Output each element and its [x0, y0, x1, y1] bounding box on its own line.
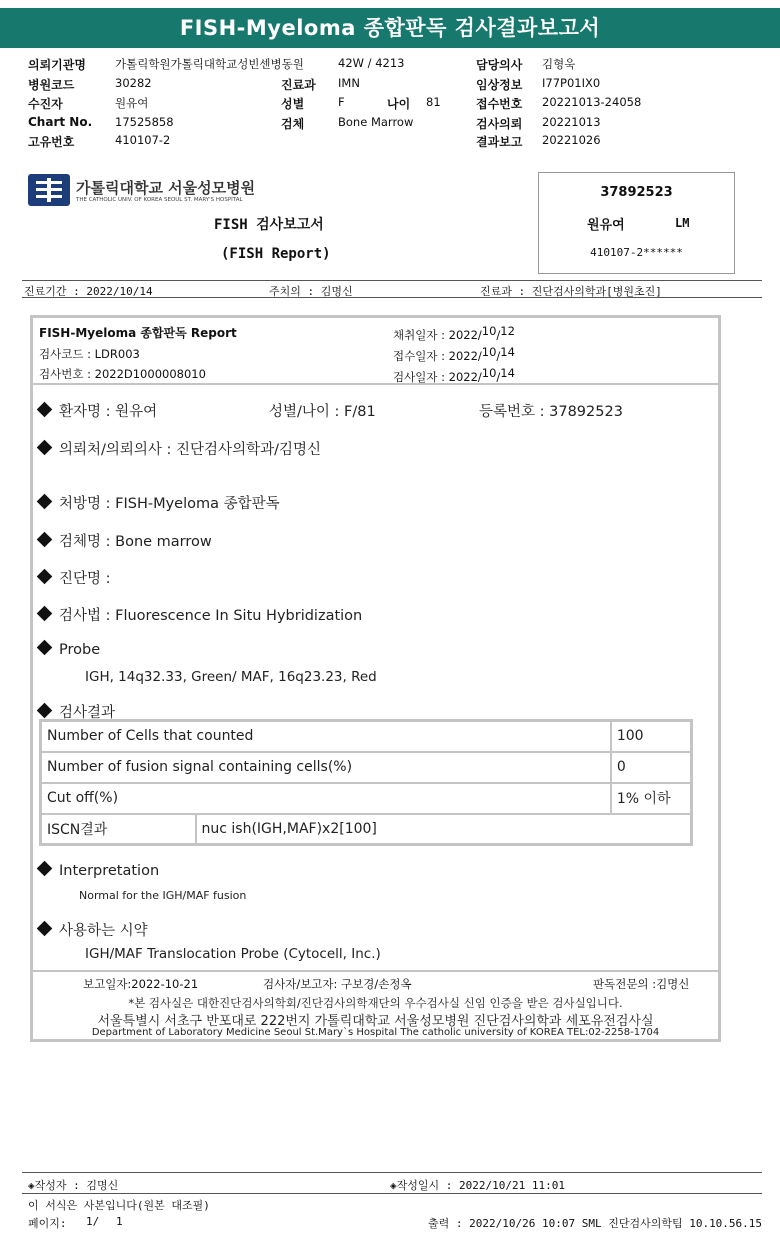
hospital-subtitle: THE CATHOLIC UNIV. OF KOREA SEOUL ST. MARY'S HOSPITAL [76, 197, 243, 203]
clinical-label: 임상정보 [476, 78, 523, 92]
treatment-dept: 진료과 : 진단검사의학과[병원초진] [480, 285, 662, 298]
test-code: 검사코드 : LDR003 [39, 347, 140, 361]
probe-value: IGH, 14q32.33, Green/ MAF, 16q23.23, Red [85, 669, 377, 685]
diamond-bullet-icon [37, 440, 53, 456]
id-name: 원유여 [587, 218, 625, 233]
receipt-label: 접수번호 [476, 97, 523, 111]
patient-id-box [538, 172, 735, 274]
iscn-label: ISCN결과 [41, 814, 196, 845]
interpretation-section: Interpretation [39, 863, 159, 879]
treatment-date: 진료기간 : 2022/10/14 [24, 285, 153, 298]
dept-value: IMN [338, 76, 360, 90]
id-sex-age: LM [675, 216, 690, 230]
result-section: 검사결과 [39, 701, 115, 722]
expert: 판독전문의 :김명신 [593, 977, 690, 991]
sex-value: F [338, 95, 345, 109]
report-value: 20221026 [542, 133, 601, 147]
interpretation-value: Normal for the IGH/MAF fusion [79, 889, 247, 902]
copy-note: 이 서식은 사본입니다(원본 대조필) [28, 1199, 210, 1212]
chart-label: Chart No. [28, 115, 93, 129]
result-name: Number of fusion signal containing cells(%) [41, 752, 611, 783]
diamond-bullet-icon [37, 532, 53, 548]
specimen-value: Bone Marrow [338, 115, 414, 129]
receipt-value: 20221013-24058 [542, 95, 642, 109]
diamond-bullet-icon [37, 640, 53, 656]
result-name: Cut off(%) [41, 783, 611, 814]
sex-label: 성별 [281, 97, 305, 111]
ward-value: 42W / 4213 [338, 56, 405, 70]
doctor-value: 김형욱 [542, 57, 576, 71]
institution-value: 가톨릭학원가톨릭대학교성빈센병동원 [115, 57, 304, 71]
diamond-bullet-icon [37, 606, 53, 622]
result-table [39, 719, 693, 846]
attending-physician: 주치의 : 김명신 [269, 285, 353, 298]
table-row [41, 783, 692, 814]
patient-label: 수진자 [28, 97, 63, 111]
fish-report-title: FISH 검사보고서 [214, 217, 324, 233]
sex-age-section: 성별/나이 : F/81 [269, 404, 376, 420]
test-number: 검사번호 : 2022D1000008010 [39, 367, 206, 381]
report-label: 결과보고 [476, 135, 523, 149]
iscn-value: nuc ish(IGH,MAF)x2[100] [196, 814, 692, 845]
id-registration: 410107-2****** [590, 246, 683, 259]
collect-date: 채취일자 : 2022/10/12 [393, 324, 515, 342]
reagent-section: 사용하는 시약 [39, 919, 148, 940]
request-label: 검사의뢰 [476, 117, 523, 131]
result-value: 1% 이하 [611, 783, 692, 814]
treatment-period-line [22, 280, 762, 298]
age-value: 81 [426, 95, 441, 109]
written-time: ◈작성일시 : 2022/10/21 11:01 [390, 1179, 565, 1192]
staff: 검사자/보고자: 구보경/손정옥 [263, 977, 412, 991]
unique-label: 고유번호 [28, 135, 75, 149]
report-header [33, 318, 718, 385]
certification-note: *본 검사실은 대한진단검사의학회/진단검사의학재단의 우수검사실 신임 인증을 받은 검사실입니다. [128, 996, 623, 1010]
table-row [41, 814, 692, 845]
reagent-value: IGH/MAF Translocation Probe (Cytocell, Inc.) [85, 946, 381, 962]
result-value: 100 [611, 721, 692, 752]
test-date: 검사일자 : 2022/10/14 [393, 366, 515, 384]
hospital-logo-icon [28, 174, 70, 206]
diamond-bullet-icon [37, 494, 53, 510]
order-section: 처방명 : FISH-Myeloma 종합판독 [39, 492, 280, 513]
table-row [41, 752, 692, 783]
institution-label: 의뢰기관명 [28, 58, 86, 72]
lab-department: Department of Laboratory Medicine Seoul St.Mary`s Hospital The catholic university of KOREA TEL:02-2258-1704 [91, 1027, 660, 1038]
clinical-value: I77P01IX0 [542, 76, 601, 90]
report-footer [33, 970, 718, 990]
diamond-bullet-icon [37, 921, 53, 937]
diamond-bullet-icon [37, 703, 53, 719]
method-section: 검사법 : Fluorescence In Situ Hybridization [39, 604, 362, 625]
page-current: 1/ [86, 1215, 100, 1228]
age-label: 나이 [387, 97, 411, 111]
id-number: 37892523 [600, 185, 673, 200]
receive-date: 접수일자 : 2022/10/14 [393, 345, 515, 363]
page-label: 페이지: [28, 1217, 67, 1230]
specimen-section: 검체명 : Bone marrow [39, 530, 212, 551]
result-name: Number of Cells that counted [41, 721, 611, 752]
chart-value: 17525858 [115, 115, 174, 129]
printed-info: 출력 : 2022/10/26 10:07 SML 진단검사의학팀 10.10.56.15 [428, 1217, 763, 1230]
requester-section: 의뢰처/의뢰의사 : 진단검사의학과/김명신 [39, 438, 321, 459]
doctor-label: 담당의사 [476, 58, 523, 72]
specimen-label: 검체 [281, 117, 305, 131]
table-row [41, 721, 692, 752]
lab-address: 서울특별시 서초구 반포대로 222번지 가톨릭대학교 서울성모병원 진단검사의학과 세포유전검사실 [97, 1014, 654, 1029]
unique-value: 410107-2 [115, 133, 171, 147]
diamond-bullet-icon [37, 569, 53, 585]
patient-name-section: 환자명 : 원유여 [39, 400, 157, 421]
hospital-code-label: 병원코드 [28, 78, 75, 92]
fish-report-box [30, 315, 721, 1042]
diamond-bullet-icon [37, 402, 53, 418]
hospital-name: 가톨릭대학교 서울성모병원 [76, 179, 256, 197]
fish-report-subtitle: (FISH Report) [221, 246, 331, 262]
diamond-bullet-icon [37, 861, 53, 877]
diagnosis-section: 진단명 : [39, 567, 111, 588]
report-header-title: FISH-Myeloma 종합판독 Report [39, 326, 237, 340]
writer: ◈작성자 : 김명신 [28, 1179, 119, 1192]
registration-section: 등록번호 : 37892523 [479, 404, 623, 420]
patient-value: 원유여 [115, 96, 149, 110]
dept-label: 진료과 [281, 78, 316, 92]
request-value: 20221013 [542, 115, 601, 129]
report-date: 보고일자:2022-10-21 [83, 977, 199, 991]
report-title-bar: FISH-Myeloma 종합판독 검사결과보고서 [0, 8, 780, 48]
page-total: 1 [116, 1215, 123, 1228]
result-value: 0 [611, 752, 692, 783]
hospital-code-value: 30282 [115, 76, 152, 90]
probe-section: Probe [39, 642, 100, 658]
